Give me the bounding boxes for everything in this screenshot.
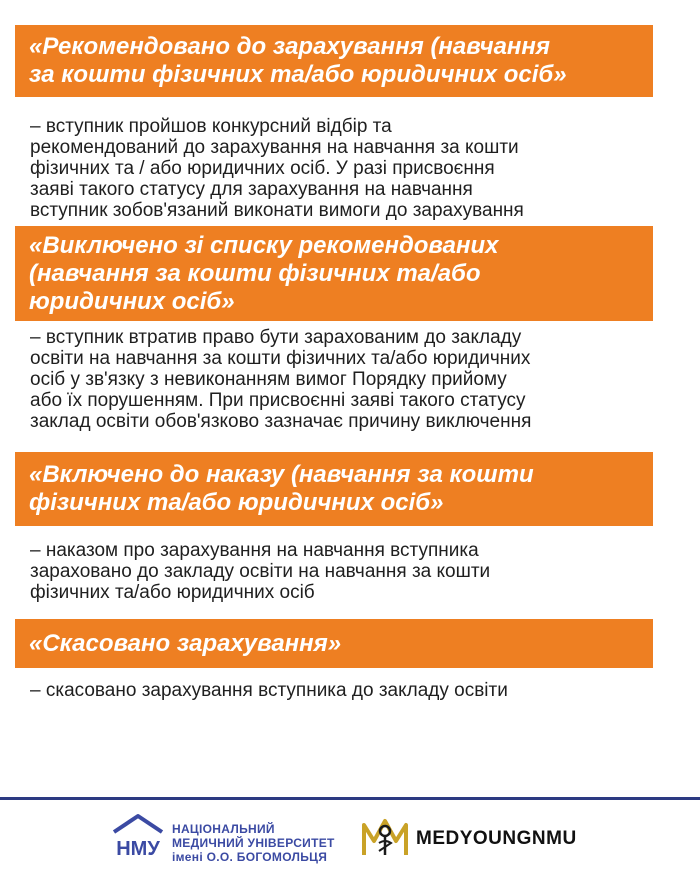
desc-line: заяві такого статусу для зарахування на навчання — [30, 179, 473, 200]
footer-divider — [0, 797, 700, 800]
desc-line: вступник зобов'язаний виконати вимоги до зарахування — [30, 200, 524, 221]
title-line: фізичних та/або юридичних осіб» — [29, 489, 444, 516]
desc-line: освіти на навчання за кошти фізичних та/або юридичних — [30, 348, 531, 369]
title-line: за кошти фізичних та/або юридичних осіб» — [29, 61, 567, 88]
university-logo — [108, 812, 168, 864]
medyoung-logo-icon — [360, 815, 410, 859]
desc-line: – наказом про зарахування на навчання вступника — [30, 540, 479, 561]
status-title-excluded — [15, 226, 653, 321]
title-line: (навчання за кошти фізичних та/або — [29, 259, 481, 287]
title-line: юридичних осіб» — [29, 287, 235, 315]
university-name-line: МЕДИЧНИЙ УНІВЕРСИТЕТ — [172, 836, 335, 850]
desc-line: фізичних та/або юридичних осіб — [30, 582, 315, 603]
title-line: «Рекомендовано до зарахування (навчання — [29, 33, 551, 60]
title-line: «Виключено зі списку рекомендованих — [29, 231, 499, 259]
desc-line: фізичних та / або юридичних осіб. У разі присвоєння — [30, 158, 495, 179]
status-title-cancelled — [15, 619, 653, 668]
desc-line: – вступник втратив право бути зарахованим до закладу — [30, 327, 522, 348]
desc-line: осіб у зв'язку з невиконанням вимог Порядку прийому — [30, 369, 507, 390]
desc-line: рекомендований до зарахування на навчання за кошти — [30, 137, 519, 158]
university-name-line: імені О.О. БОГОМОЛЬЦЯ — [172, 850, 328, 864]
status-description-cancelled — [30, 680, 680, 701]
status-description-recommended — [30, 116, 680, 221]
desc-line: заклад освіти обов'язково зазначає причину виключення — [30, 411, 532, 432]
roof-icon — [114, 816, 162, 832]
brand-name: MEDYOUNGNMU — [416, 828, 577, 849]
university-name — [172, 822, 335, 864]
title-line: «Скасовано зарахування» — [29, 629, 342, 657]
title-line: «Включено до наказу (навчання за кошти — [29, 461, 534, 488]
university-logo-mark: НМУ — [116, 838, 160, 860]
desc-line: – вступник пройшов конкурсний відбір та — [30, 116, 392, 137]
status-title-recommended — [15, 25, 653, 97]
status-description-excluded — [30, 327, 680, 432]
desc-line: зараховано до закладу освіти на навчання за кошти — [30, 561, 491, 582]
desc-line: – скасовано зарахування вступника до закладу освіти — [30, 680, 508, 701]
university-name-line: НАЦІОНАЛЬНИЙ — [172, 822, 275, 836]
desc-line: або їх порушенням. При присвоєнні заяві такого статусу — [30, 390, 526, 411]
status-description-included-in-order — [30, 540, 680, 603]
status-title-included-in-order — [15, 452, 653, 526]
